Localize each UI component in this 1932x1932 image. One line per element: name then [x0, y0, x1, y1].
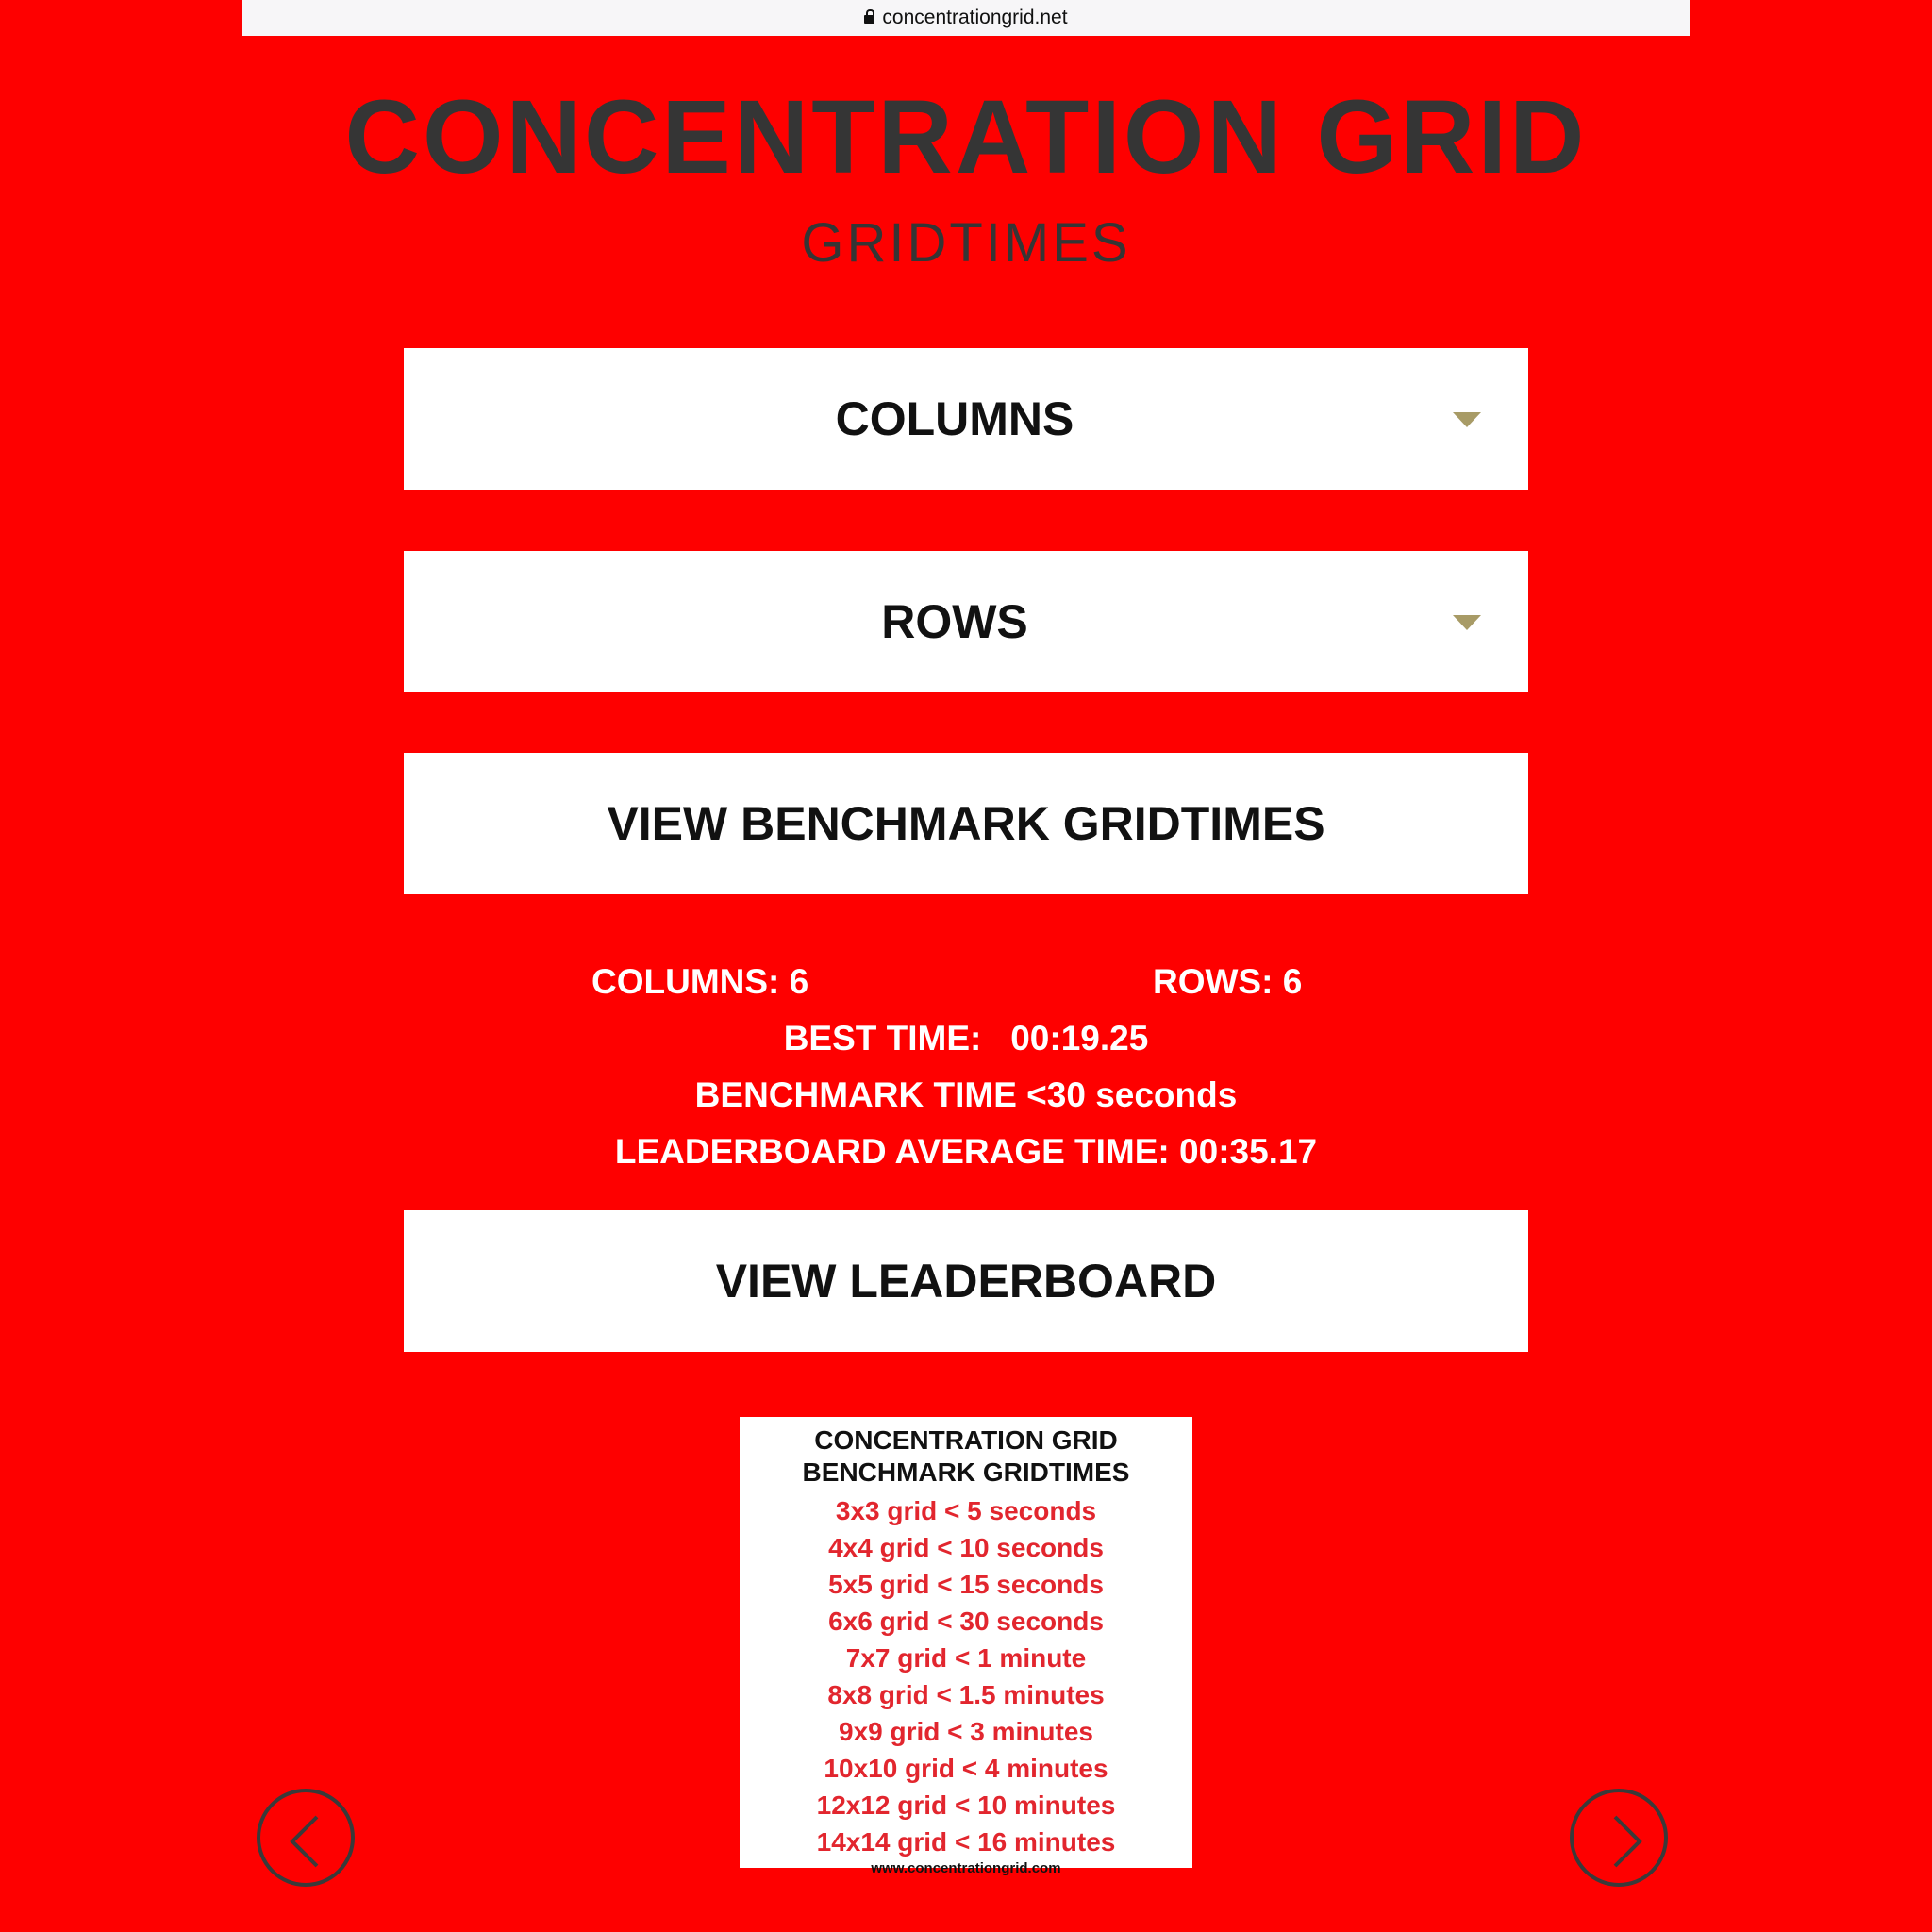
best-time-label: BEST TIME: — [783, 1019, 982, 1058]
rows-stat — [1153, 962, 1302, 1002]
benchmark-row: 3x3 grid < 5 seconds — [835, 1496, 1097, 1525]
benchmark-time-label: BENCHMARK TIME < — [694, 1075, 1047, 1114]
benchmark-card-title: CONCENTRATION GRID — [814, 1425, 1118, 1455]
benchmark-time-stat — [0, 1075, 1932, 1115]
benchmark-gridtimes-card — [740, 1417, 1192, 1876]
benchmark-row: 5x5 grid < 15 seconds — [828, 1570, 1104, 1599]
columns-dropdown-label: COLUMNS — [835, 392, 1074, 445]
best-time-value: 00:19.25 — [1010, 1019, 1149, 1058]
columns-stat-label: COLUMNS: — [591, 962, 780, 1001]
leaderboard-average-stat — [0, 1132, 1932, 1172]
page-subtitle: GRIDTIMES — [801, 212, 1131, 274]
previous-button[interactable] — [257, 1789, 355, 1887]
columns-stat-value: 6 — [789, 962, 809, 1001]
chevron-left-icon — [260, 1792, 358, 1890]
benchmark-list — [740, 1492, 1192, 1860]
chevron-right-icon — [1574, 1792, 1672, 1890]
leaderboard-average-label: LEADERBOARD AVERAGE TIME: — [614, 1132, 1170, 1171]
benchmark-row: 9x9 grid < 3 minutes — [839, 1717, 1093, 1746]
chevron-down-icon — [1453, 615, 1481, 630]
rows-dropdown[interactable] — [404, 551, 1528, 692]
view-leaderboard-button[interactable]: VIEW LEADERBOARD — [404, 1210, 1528, 1352]
address-bar[interactable] — [242, 0, 1690, 36]
benchmark-row: 14x14 grid < 16 minutes — [816, 1827, 1116, 1857]
leaderboard-average-value: 00:35.17 — [1179, 1132, 1318, 1171]
benchmark-card-subtitle: BENCHMARK GRIDTIMES — [802, 1457, 1130, 1487]
url-text: concentrationgrid.net — [882, 7, 1068, 28]
columns-stat — [591, 962, 808, 1002]
benchmark-row: 6x6 grid < 30 seconds — [828, 1607, 1104, 1636]
best-time-stat — [0, 1019, 1932, 1058]
benchmark-card-url: www.concentrationgrid.com — [871, 1860, 1061, 1876]
benchmark-row: 8x8 grid < 1.5 minutes — [827, 1680, 1105, 1709]
next-button[interactable] — [1570, 1789, 1668, 1887]
benchmark-row: 4x4 grid < 10 seconds — [828, 1533, 1104, 1562]
rows-dropdown-label: ROWS — [881, 595, 1028, 648]
benchmark-row: 10x10 grid < 4 minutes — [824, 1754, 1108, 1783]
view-benchmark-gridtimes-button[interactable]: VIEW BENCHMARK GRIDTIMES — [404, 753, 1528, 894]
benchmark-time-value: 30 seconds — [1046, 1075, 1238, 1114]
lock-icon — [864, 15, 874, 24]
chevron-down-icon — [1453, 412, 1481, 427]
rows-stat-value: 6 — [1282, 962, 1303, 1001]
benchmark-row: 7x7 grid < 1 minute — [845, 1643, 1087, 1673]
rows-stat-label: ROWS: — [1153, 962, 1274, 1001]
benchmark-row: 12x12 grid < 10 minutes — [816, 1790, 1116, 1820]
page-title: CONCENTRATION GRID — [344, 79, 1588, 195]
columns-dropdown[interactable] — [404, 348, 1528, 490]
